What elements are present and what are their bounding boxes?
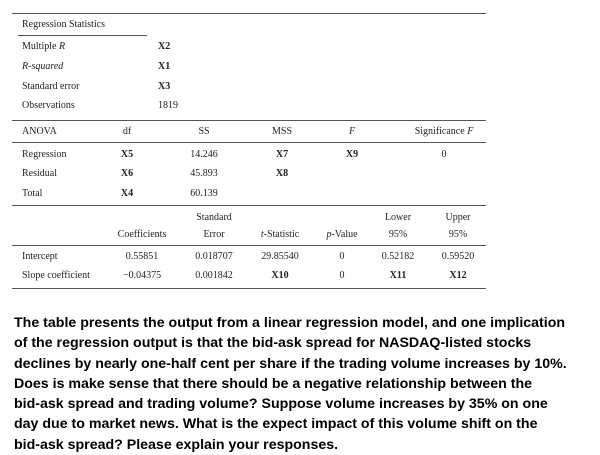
coef-row-slope-upper: X12 [449,270,467,281]
anova-row-residual-df: X6 [120,168,134,179]
stats-header-rule [18,35,147,36]
coef-row-slope-coef: −0.04375 [122,270,162,281]
anova-row-total-df: X4 [120,188,134,199]
coef-row-slope-t: X10 [271,270,289,281]
anova-row-regression-df: X5 [120,149,134,160]
stat-value-observations: 1819 [158,100,178,111]
question-text: The table presents the output from a linear regression model, and one implication of the regression output is that the bid-ask spread for NASDAQ-listed stocks declines by nearly one-half cent per share if the trading volume increases by 10%. Does is make sense that there should be a negative relationship between the bid-ask spread and trading volume? Suppose volume increases by 35% on one day due to market news. What is the expect impact of this volume shift on the bid-ask spread? Please explain your responses. [14,315,567,453]
anova-row-regression-label: Regression [22,149,67,160]
anova-row-regression-ss: 14.246 [190,149,218,160]
coef-row-intercept-lower: 0.52182 [381,251,415,262]
coef-header-se-bottom: Error [203,229,225,240]
stat-label-standard-error: Standard error [22,81,80,92]
anova-header-label: ANOVA [22,126,57,137]
coef-row-intercept-se: 0.018707 [195,251,233,262]
coef-row-slope-p: 0 [339,270,345,281]
anova-header-ss: SS [198,126,210,137]
coef-header-se-top: Standard [196,212,232,223]
anova-row-residual-label: Residual [22,168,57,179]
top-rule [12,13,486,14]
stat-value-standard-error: X3 [158,81,171,92]
coef-row-intercept-label: Intercept [22,251,58,262]
anova-header-df: df [122,126,132,137]
coef-header-t-statistic: t-Statistic [260,229,300,240]
anova-row-regression-mss: X7 [275,149,289,160]
anova-header-significance: Significance F [414,126,474,137]
stat-label-observations: Observations [22,100,75,111]
coef-row-intercept-t: 29.85540 [261,251,299,262]
anova-row-total-label: Total [22,188,43,199]
stat-label-r-squared: R-squared [22,61,64,72]
regression-statistics-title: Regression Statistics [22,19,106,30]
coef-header-upper-top: Upper [445,212,471,223]
coef-header-p-value: p-Value [326,229,358,240]
coef-header-coefficients: Coefficients [117,229,167,240]
anova-header-mss: MSS [271,126,293,137]
stat-label-multiple-r: Multiple R [22,41,66,52]
coef-row-intercept-coef: 0.55851 [125,251,159,262]
bottom-rule [12,288,486,289]
anova-header-rule [12,142,486,143]
anova-row-residual-ss: 45.893 [190,168,218,179]
coef-row-intercept-p: 0 [339,251,345,262]
coef-row-slope-label: Slope coefficient [22,270,90,281]
anova-top-rule [12,120,486,121]
anova-row-total-ss: 60.139 [190,188,218,199]
stat-value-multiple-r: X2 [158,41,171,52]
coef-row-slope-lower: X11 [389,270,407,281]
coef-row-slope-se: 0.001842 [195,270,233,281]
coef-header-lower-bottom: 95% [388,229,408,240]
anova-row-residual-mss: X8 [275,168,289,179]
anova-row-regression-f: X9 [345,149,359,160]
coef-row-intercept-upper: 0.59520 [441,251,475,262]
coef-header-upper-bottom: 95% [448,229,468,240]
coef-top-rule [12,205,486,206]
anova-header-f: F [348,126,356,137]
coef-header-lower-top: Lower [384,212,412,223]
coef-header-rule [12,245,486,246]
stat-value-r-squared: X1 [158,61,171,72]
anova-row-regression-significance: 0 [441,149,447,160]
